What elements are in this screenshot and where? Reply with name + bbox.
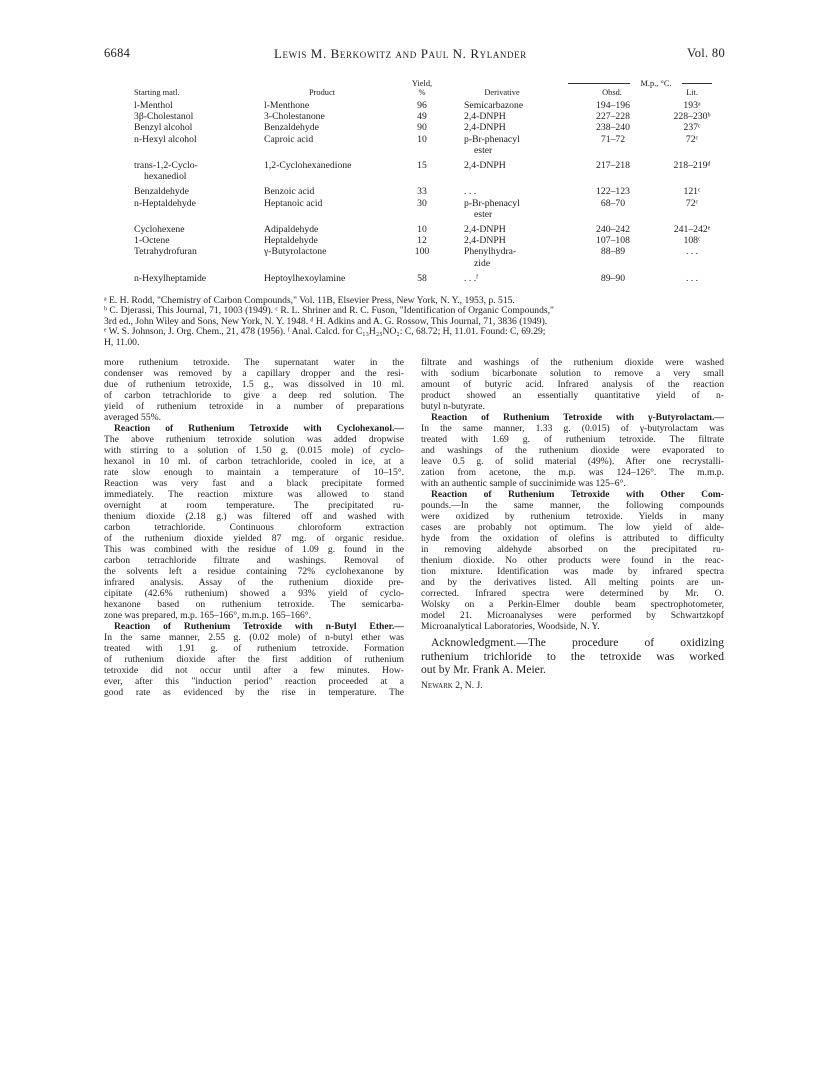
text-line: Microanalytical Laboratories, Woodside, N. Y. bbox=[421, 621, 600, 632]
cell-yield: 49 bbox=[417, 111, 427, 123]
cell-mp-literature: 121ᶜ bbox=[683, 186, 701, 198]
page-number: 6684 bbox=[104, 46, 131, 60]
experimental-text bbox=[421, 357, 724, 632]
text-line: product showed an essentially quantitative yield of n- bbox=[421, 390, 724, 401]
text-line: tetroxide did not occur until after a few minutes. How- bbox=[104, 665, 404, 676]
text-line: and by the derivatives listed. All melting points are un- bbox=[421, 577, 724, 588]
text-line: in removing aldehyde absorbed on the precipitated ru- bbox=[421, 544, 724, 555]
cell-product: Caproic acid bbox=[264, 133, 314, 145]
cell-yield: 96 bbox=[417, 100, 427, 111]
cell-starting-material-cont: hexanediol bbox=[144, 171, 187, 183]
text-line: Acknowledgment.—The procedure of oxidizing bbox=[431, 636, 724, 649]
cell-product: Heptanoic acid bbox=[264, 197, 323, 209]
cell-derivative: 2,4-DNPH bbox=[464, 160, 506, 171]
text-line: and washings of the ruthenium dioxide were evaporated to bbox=[421, 445, 724, 456]
text-line: amount of butyric acid. Infrared analysis of the reaction bbox=[421, 379, 724, 390]
text-line: thenium dioxide (2.18 g.) was filtered off and washed with bbox=[104, 511, 404, 522]
col-header-product: Product bbox=[308, 88, 336, 97]
cell-derivative: 2,4-DNPH bbox=[464, 235, 506, 247]
cell-product: 3-Cholestanone bbox=[264, 111, 325, 123]
footnote-line: H, 11.00. bbox=[104, 336, 140, 348]
footnote-line: ᵉ W. S. Johnson, J. Org. Chem., 21, 478 (1956). ᶠ Anal. Calcd. for C₁₃H₂₅NO₂: C, 68.72; H, 11.01. Found: C, 69.29; bbox=[104, 326, 546, 338]
text-line: treated with 1.69 g. of ruthenium tetroxide. The filtrate bbox=[421, 434, 724, 445]
cell-starting-material: n-Heptaldehyde bbox=[134, 197, 196, 209]
text-line: rate slow enough to maintain a temperature of 10–15°. bbox=[104, 467, 404, 478]
cell-yield: 30 bbox=[417, 197, 427, 209]
cell-mp-literature: . . . bbox=[685, 246, 699, 258]
cell-mp-observed: 107–108 bbox=[596, 235, 630, 247]
cell-mp-literature: 237ᶜ bbox=[683, 122, 701, 134]
col-header-yield-unit: % bbox=[418, 88, 426, 97]
text-line: cases are probably not optimum. The low yield of alde- bbox=[421, 522, 724, 533]
text-line: good rate as evidenced by the rise in temperature. The bbox=[104, 687, 404, 698]
cell-mp-observed: 122–123 bbox=[596, 186, 630, 198]
volume-label: Vol. 80 bbox=[687, 46, 725, 60]
cell-product: Benzaldehyde bbox=[264, 122, 319, 134]
text-line: Reaction was very fast and a black precipitate formed bbox=[104, 478, 404, 489]
col-header-yield: Yield, bbox=[411, 79, 433, 88]
cell-product: γ-Butyrolactone bbox=[264, 246, 327, 258]
cell-mp-literature: 72ᶜ bbox=[685, 197, 699, 209]
cell-starting-material: 3β-Cholestanol bbox=[134, 111, 194, 123]
cell-derivative: p-Br-phenacyl bbox=[464, 197, 520, 209]
text-line: of ruthenium dioxide after the first addition of ruthenium bbox=[104, 654, 404, 665]
cell-starting-material: Tetrahydrofuran bbox=[134, 246, 197, 258]
cell-derivative-cont: zide bbox=[474, 257, 491, 269]
cell-mp-observed: 71–72 bbox=[600, 133, 626, 145]
col-header-derivative: Derivative bbox=[484, 88, 520, 97]
text-line: In the same manner, 1.33 g. (0.015) of γ-butyrolactam was bbox=[421, 423, 724, 434]
cell-mp-observed: 227–228 bbox=[596, 111, 630, 123]
cell-yield: 12 bbox=[417, 235, 427, 247]
text-line: hexanol in 10 ml. of carbon tetrachloride, cooled in ice, at a bbox=[104, 456, 404, 467]
cell-mp-observed: 240–242 bbox=[596, 224, 630, 235]
cell-mp-literature: 193ᵃ bbox=[683, 100, 701, 111]
text-line: were oxidized by ruthenium tetroxide. Yields in many bbox=[421, 511, 724, 522]
footnote-line: ᵇ C. Djerassi, This Journal, 71, 1003 (1949). ᶜ R. L. Shriner and R. C. Fuson, "Identification of Organic Compounds," bbox=[104, 305, 554, 317]
text-line: carbon tetrachloride filtrate and washings. Removal of bbox=[104, 555, 404, 566]
cell-mp-observed: 238–240 bbox=[596, 122, 630, 134]
cell-derivative: 2,4-DNPH bbox=[464, 224, 506, 235]
text-line: with an authentic sample of succinimide was 125–6°. bbox=[421, 478, 626, 489]
acknowledgment bbox=[421, 636, 724, 677]
cell-derivative-cont: ester bbox=[474, 208, 493, 220]
cell-derivative: . . . bbox=[464, 186, 477, 198]
cell-derivative: . . .ᶠ bbox=[464, 272, 479, 284]
cell-derivative: Semicarbazone bbox=[464, 100, 524, 111]
text-line: The above ruthenium tetroxide solution was added dropwise bbox=[104, 434, 404, 445]
text-line: more ruthenium tetroxide. The supernatant water in the bbox=[104, 357, 404, 368]
text-line: the solvents left a residue containing 72% cyclohexanone by bbox=[104, 566, 404, 577]
text-line: treated with 1.91 g. of ruthenium tetroxide. Formation bbox=[104, 643, 404, 654]
running-header-authors: Lewis M. Berkowitz and Paul N. Rylander bbox=[274, 46, 527, 61]
footnote-line: 3rd ed., John Wiley and Sons, New York, N. Y. 1948. ᵈ H. Adkins and A. G. Rossow, This Journal, 71, 3836 (1949). bbox=[104, 315, 548, 327]
text-line: out by Mr. Frank A. Meier. bbox=[421, 663, 546, 676]
mp-header-rule-left bbox=[568, 83, 630, 84]
text-line: yield of ruthenium tetroxide in a number of preparations bbox=[104, 401, 404, 412]
text-line: with stirring to a solution of 1.50 g. (0.015 mole) of cyclo- bbox=[104, 445, 404, 456]
table-footnotes bbox=[104, 296, 726, 348]
cell-mp-observed: 217–218 bbox=[596, 160, 630, 171]
cell-mp-observed: 89–90 bbox=[600, 272, 626, 284]
section-heading-line: Reaction of Ruthenium Tetroxide with n-Butyl Ether.— bbox=[114, 621, 404, 632]
text-line: with sodium bicarbonate solution to remove a very small bbox=[421, 368, 724, 379]
cell-starting-material: Benzaldehyde bbox=[134, 186, 189, 198]
cell-yield: 10 bbox=[417, 133, 427, 145]
text-line: averaged 55%. bbox=[104, 412, 162, 423]
cell-product: Heptaldehyde bbox=[264, 235, 318, 247]
text-line: corrected. Infrared spectra were determined by Mr. O. bbox=[421, 588, 724, 599]
cell-yield: 10 bbox=[417, 224, 427, 235]
text-line: overnight at room temperature. The precipitated ru- bbox=[104, 500, 404, 511]
col-header-lit: Lit. bbox=[686, 88, 698, 97]
text-line: filtrate and washings of the ruthenium dioxide were washed bbox=[421, 357, 724, 368]
text-line: zation from acetone, the m.p. was 124–126°. The m.m.p. bbox=[421, 467, 724, 478]
cell-mp-literature: 108ᶜ bbox=[683, 235, 701, 247]
text-line: immediately. The reaction mixture was allowed to stand bbox=[104, 489, 404, 500]
cell-mp-literature: 72ᶜ bbox=[685, 133, 699, 145]
text-line: Wolsky on a Perkin-Elmer double beam spectrophotometer, bbox=[421, 599, 724, 610]
section-heading-line: Reaction of Ruthenium Tetroxide with γ-Butyrolactam.— bbox=[431, 412, 724, 423]
left-text-column bbox=[104, 357, 404, 698]
text-line: zone was prepared, m.p. 165–166°, m.m.p. 165–166°. bbox=[104, 610, 311, 621]
cell-starting-material: 1-Octene bbox=[134, 235, 170, 247]
text-line: tion mixture. Identification was made by infrared spectra bbox=[421, 566, 724, 577]
location-line: Newark 2, N. J. bbox=[421, 679, 483, 691]
cell-product: l-Menthone bbox=[264, 100, 310, 111]
cell-mp-literature: 218–219ᵈ bbox=[673, 160, 711, 171]
text-line: of the ruthenium dioxide yielded 87 mg. of organic residue. bbox=[104, 533, 404, 544]
running-header bbox=[0, 46, 827, 62]
cell-starting-material: Benzyl alcohol bbox=[134, 122, 193, 134]
section-heading-line: Reaction of Ruthenium Tetroxide with Other Com- bbox=[431, 489, 724, 500]
cell-derivative: Phenylhydra- bbox=[464, 246, 517, 258]
cell-product: 1,2-Cyclohexanedione bbox=[264, 160, 352, 171]
cell-derivative: 2,4-DNPH bbox=[464, 111, 506, 123]
text-line: hyde from the oxidation of olefins is attributed to difficulty bbox=[421, 533, 724, 544]
cell-starting-material: l-Menthol bbox=[134, 100, 173, 111]
cell-mp-observed: 68–70 bbox=[600, 197, 626, 209]
right-text-column bbox=[421, 357, 724, 691]
text-line: due of ruthenium tetroxide, 1.5 g., was dissolved in 10 ml. bbox=[104, 379, 404, 390]
footnote-line: ᵃ E. H. Rodd, "Chemistry of Carbon Compounds," Vol. 11B, Elsevier Press, New York, N. Y., 1953, p. 515. bbox=[104, 295, 515, 306]
text-line: infrared analysis. Assay of the ruthenium dioxide pre- bbox=[104, 577, 404, 588]
cell-mp-literature: . . . bbox=[685, 272, 699, 284]
cell-starting-material: n-Hexyl alcohol bbox=[134, 133, 197, 145]
text-line: In the same manner, 2.55 g. (0.02 mole) of n-butyl ether was bbox=[104, 632, 404, 643]
cell-starting-material: trans-1,2-Cyclo- bbox=[134, 160, 198, 171]
text-line: ever, after this "induction period" reaction proceeded at a bbox=[104, 676, 404, 687]
cell-yield: 100 bbox=[414, 246, 430, 258]
cell-derivative: p-Br-phenacyl bbox=[464, 133, 520, 145]
cell-derivative-cont: ester bbox=[474, 144, 493, 156]
text-line: condenser was removed by a capillary dropper and the resi- bbox=[104, 368, 404, 379]
col-header-starting: Starting matl. bbox=[134, 88, 180, 97]
cell-mp-observed: 194–196 bbox=[596, 100, 630, 111]
text-line: leave 0.5 g. of solid material (49%). After one recrystalli- bbox=[421, 456, 724, 467]
text-line: carbon tetrachloride. Continuous chloroform extraction bbox=[104, 522, 404, 533]
text-line: butyl n-butyrate. bbox=[421, 401, 485, 412]
col-header-obsd: Obsd. bbox=[602, 88, 622, 97]
col-header-mp: M.p., °C. bbox=[640, 79, 672, 88]
cell-yield: 33 bbox=[417, 186, 427, 198]
cell-derivative: 2,4-DNPH bbox=[464, 122, 506, 134]
text-line: pounds.—In the same manner, the following compounds bbox=[421, 500, 724, 511]
text-line: model 21. Microanalyses were performed by Schwartzkopf bbox=[421, 610, 724, 621]
cell-product: Heptoylhexoylamine bbox=[264, 272, 346, 284]
cell-yield: 15 bbox=[417, 160, 427, 171]
cell-yield: 58 bbox=[417, 272, 427, 284]
mp-header-rule-right bbox=[682, 83, 712, 84]
text-line: This was combined with the residue of 1.09 g. found in the bbox=[104, 544, 404, 555]
cell-mp-literature: 241–242ᵉ bbox=[673, 224, 711, 235]
text-line: ruthenium trichloride to the tetroxide was worked bbox=[421, 649, 724, 663]
cell-mp-literature: 228–230ᵇ bbox=[673, 111, 711, 123]
text-line: cipitate (42.6% ruthenium) showed a 93% yield of cyclo- bbox=[104, 588, 404, 599]
text-line: thenium dioxide. No other products were found in the reac- bbox=[421, 555, 724, 566]
cell-product: Benzoic acid bbox=[264, 186, 315, 198]
cell-starting-material: n-Hexylheptamide bbox=[134, 272, 207, 284]
cell-yield: 90 bbox=[417, 122, 427, 134]
cell-starting-material: Cyclohexene bbox=[134, 224, 185, 235]
text-line: hexanone based on ruthenium tetroxide. The semicarba- bbox=[104, 599, 404, 610]
cell-product: Adipaldehyde bbox=[264, 224, 319, 235]
section-heading-line: Reaction of Ruthenium Tetroxide with Cyclohexanol.— bbox=[114, 423, 404, 434]
cell-mp-observed: 88–89 bbox=[600, 246, 626, 258]
text-line: of carbon tetrachloride to give a deep red solution. The bbox=[104, 390, 404, 401]
